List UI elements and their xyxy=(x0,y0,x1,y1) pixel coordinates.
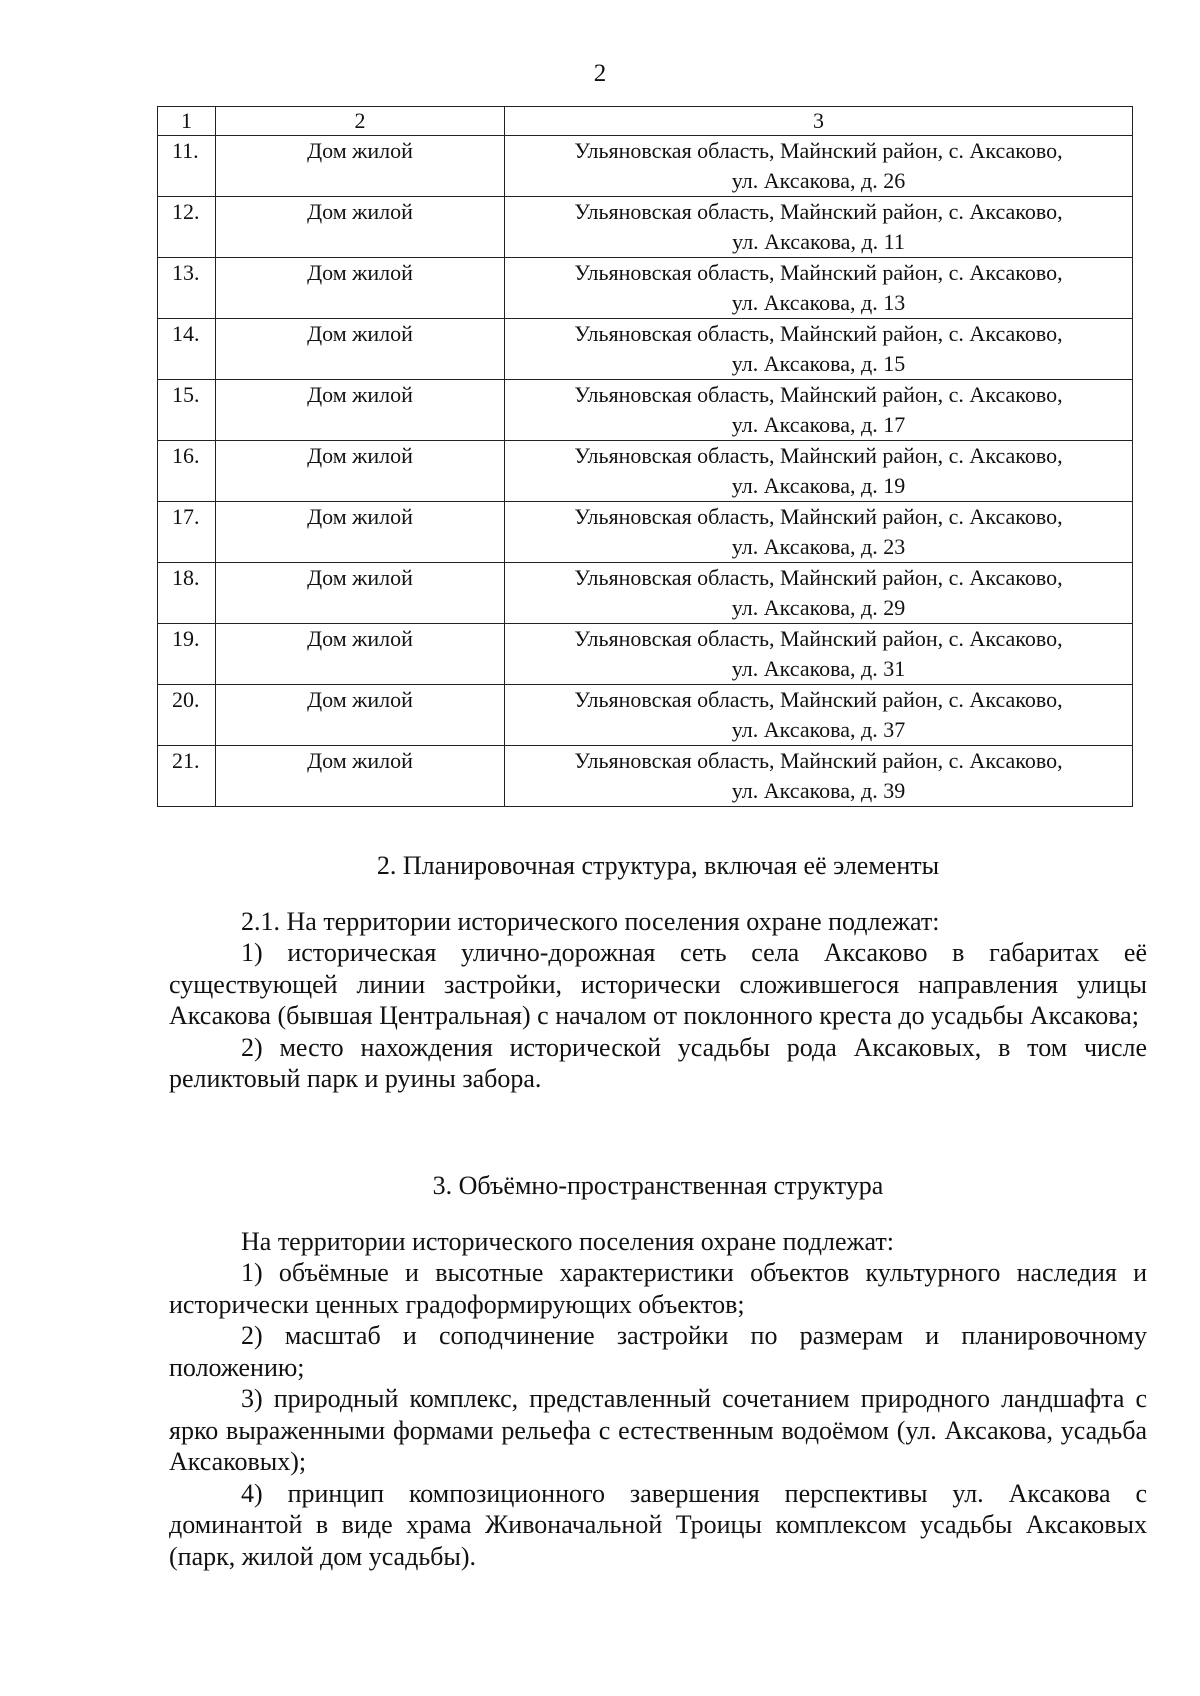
row-number: 14. xyxy=(158,319,216,380)
table-row xyxy=(158,197,1133,258)
object-type: Дом жилой xyxy=(216,746,505,807)
address-line-1: Ульяновская область, Майнский район, с. Аксаково, xyxy=(574,626,1063,651)
section-3-item-3: 3) природный комплекс, представленный сочетанием природного ландшафта с ярко выраженными формами рельефа с естественным водоёмом (ул. Аксакова, усадьба Аксаковых); xyxy=(169,1384,1147,1476)
table-row xyxy=(158,563,1133,624)
address-line-2: ул. Аксакова, д. 31 xyxy=(731,656,906,681)
table-row xyxy=(158,380,1133,441)
section-3-item-1: 1) объёмные и высотные характеристики объектов культурного наследия и исторически ценных градоформирующих объектов; xyxy=(169,1258,1147,1319)
section-3-item-2: 2) масштаб и соподчинение застройки по размерам и планировочному положению; xyxy=(169,1321,1147,1382)
address-line-2: ул. Аксакова, д. 13 xyxy=(731,290,906,315)
table-header-row xyxy=(158,107,1133,136)
object-address xyxy=(505,563,1133,624)
object-address xyxy=(505,380,1133,441)
column-header-type: 2 xyxy=(216,107,505,136)
object-type: Дом жилой xyxy=(216,441,505,502)
section-3-heading: 3. Объёмно-пространственная структура xyxy=(432,1171,884,1200)
section-3-item-4: 4) принцип композиционного завершения перспективы ул. Аксакова с доминантой в виде храма Живоначальной Троицы комплексом усадьбы Аксаковых (парк, жилой дом усадьбы). xyxy=(169,1478,1147,1571)
row-number: 20. xyxy=(158,685,216,746)
address-line-2: ул. Аксакова, д. 23 xyxy=(731,534,906,559)
address-line-1: Ульяновская область, Майнский район, с. Аксаково, xyxy=(574,443,1063,468)
object-address xyxy=(505,624,1133,685)
table-row xyxy=(158,319,1133,380)
table-row xyxy=(158,685,1133,746)
section-2-intro: 2.1. На территории исторического поселения охране подлежат: xyxy=(241,906,940,936)
object-type: Дом жилой xyxy=(216,197,505,258)
page-number: 2 xyxy=(593,60,607,87)
address-line-2: ул. Аксакова, д. 37 xyxy=(731,717,906,742)
section-planning-structure xyxy=(169,850,1147,1095)
address-line-2: ул. Аксакова, д. 29 xyxy=(731,595,906,620)
row-number: 19. xyxy=(158,624,216,685)
row-number: 21. xyxy=(158,746,216,807)
row-number: 12. xyxy=(158,197,216,258)
address-line-1: Ульяновская область, Майнский район, с. Аксаково, xyxy=(574,138,1063,163)
row-number: 17. xyxy=(158,502,216,563)
column-header-number: 1 xyxy=(158,107,216,136)
row-number: 18. xyxy=(158,563,216,624)
table-row xyxy=(158,136,1133,197)
section-2-item-2: 2) место нахождения исторической усадьбы рода Аксаковых, в том числе реликтовый парк и руины забора. xyxy=(169,1032,1147,1093)
object-type: Дом жилой xyxy=(216,624,505,685)
address-line-2: ул. Аксакова, д. 26 xyxy=(731,168,906,193)
address-line-1: Ульяновская область, Майнский район, с. Аксаково, xyxy=(574,199,1063,224)
object-address xyxy=(505,258,1133,319)
address-line-2: ул. Аксакова, д. 39 xyxy=(731,778,906,803)
row-number: 13. xyxy=(158,258,216,319)
object-address xyxy=(505,502,1133,563)
table-row xyxy=(158,746,1133,807)
objects-table xyxy=(157,106,1133,807)
address-line-1: Ульяновская область, Майнский район, с. Аксаково, xyxy=(574,504,1063,529)
address-line-2: ул. Аксакова, д. 15 xyxy=(731,351,906,376)
row-number: 16. xyxy=(158,441,216,502)
object-address xyxy=(505,197,1133,258)
section-2-heading: 2. Планировочная структура, включая её элементы xyxy=(376,851,940,880)
address-line-1: Ульяновская область, Майнский район, с. Аксаково, xyxy=(574,687,1063,712)
address-line-1: Ульяновская область, Майнский район, с. Аксаково, xyxy=(574,321,1063,346)
table-row xyxy=(158,441,1133,502)
object-type: Дом жилой xyxy=(216,563,505,624)
object-address xyxy=(505,136,1133,197)
table-row xyxy=(158,502,1133,563)
address-line-1: Ульяновская область, Майнский район, с. Аксаково, xyxy=(574,382,1063,407)
address-line-2: ул. Аксакова, д. 17 xyxy=(731,412,906,437)
section-volume-structure xyxy=(169,1170,1147,1572)
address-line-1: Ульяновская область, Майнский район, с. Аксаково, xyxy=(574,260,1063,285)
object-address xyxy=(505,319,1133,380)
object-type: Дом жилой xyxy=(216,136,505,197)
object-address xyxy=(505,685,1133,746)
address-line-2: ул. Аксакова, д. 11 xyxy=(732,229,905,254)
object-address xyxy=(505,441,1133,502)
table-row xyxy=(158,624,1133,685)
object-type: Дом жилой xyxy=(216,258,505,319)
row-number: 11. xyxy=(158,136,216,197)
table-row xyxy=(158,258,1133,319)
object-type: Дом жилой xyxy=(216,319,505,380)
address-line-1: Ульяновская область, Майнский район, с. Аксаково, xyxy=(574,565,1063,590)
object-type: Дом жилой xyxy=(216,502,505,563)
column-header-address: 3 xyxy=(505,107,1133,136)
section-2-item-1: 1) историческая улично-дорожная сеть села Аксаково в габаритах её существующей линии застройки, исторически сложившегося направления улицы Аксакова (бывшая Центральная) с началом от поклонного креста до усадьбы Аксакова; xyxy=(169,938,1147,1030)
row-number: 15. xyxy=(158,380,216,441)
object-type: Дом жилой xyxy=(216,380,505,441)
object-type: Дом жилой xyxy=(216,685,505,746)
section-3-intro: На территории исторического поселения охране подлежат: xyxy=(241,1226,894,1256)
address-line-1: Ульяновская область, Майнский район, с. Аксаково, xyxy=(574,748,1063,773)
object-address xyxy=(505,746,1133,807)
address-line-2: ул. Аксакова, д. 19 xyxy=(731,473,906,498)
